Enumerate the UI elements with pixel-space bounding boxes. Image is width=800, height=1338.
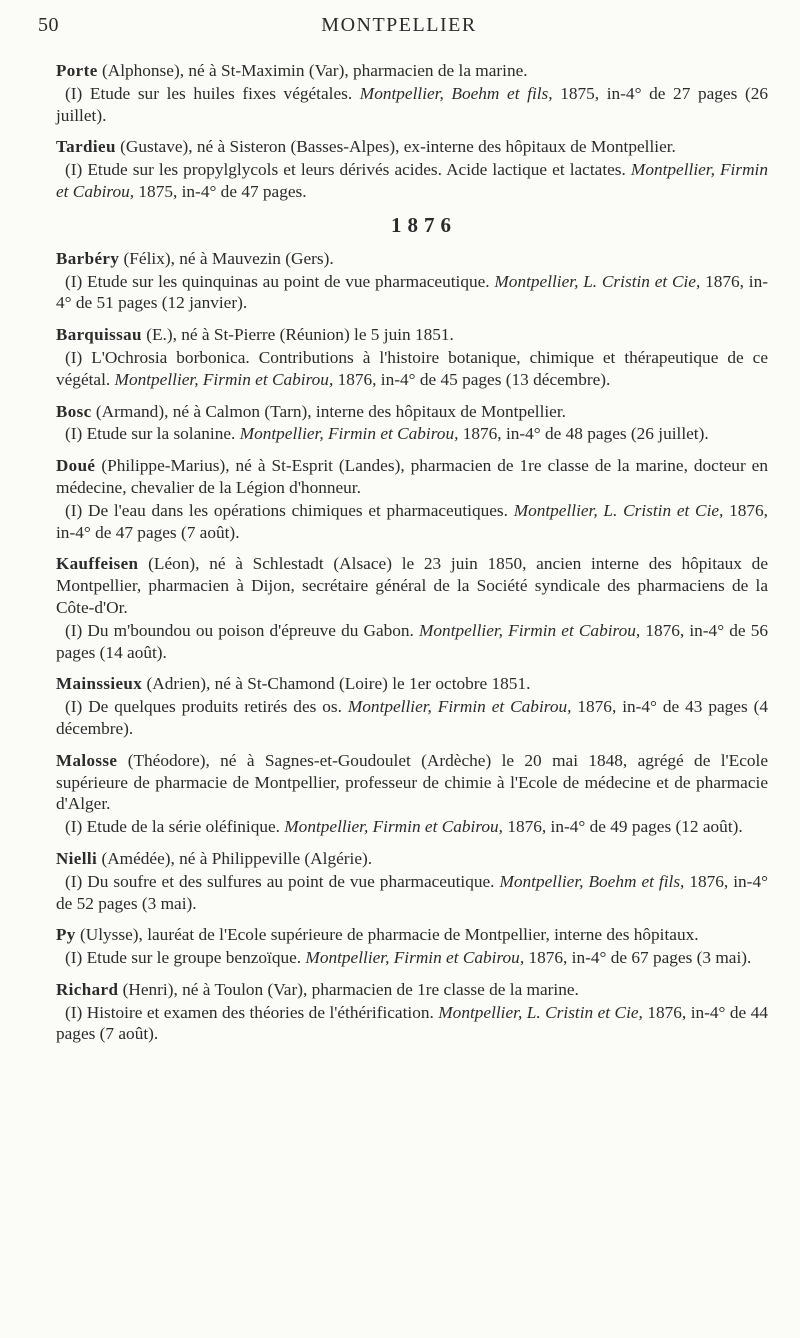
work-title: (I) Du soufre et des sulfures au point de vue pharmaceutique.: [65, 871, 500, 891]
author-name: Tardieu: [56, 137, 116, 157]
work-imprint: Montpellier, Firmin et Cabirou,: [305, 948, 525, 968]
work-imprint: Montpellier, L. Cristin et Cie,: [494, 271, 701, 291]
bibliography-entry: [56, 750, 768, 838]
bibliography-entry: [56, 401, 768, 446]
work-citation: [56, 347, 768, 391]
entry-spacer: [56, 391, 768, 401]
work-citation: [56, 871, 768, 915]
work-imprint: Montpellier, Firmin et Cabirou,: [239, 424, 459, 444]
author-details: (Amédée), né à Philippeville (Algérie).: [97, 848, 373, 868]
work-publication: 1876, in-4° de 51 pages (12 janvier).: [56, 271, 768, 313]
work-citation: [56, 83, 768, 127]
author-line: [56, 324, 768, 346]
author-line: [56, 673, 768, 695]
work-imprint: Montpellier, L. Cristin et Cie,: [438, 1002, 643, 1022]
author-details: (Adrien), né à St-Chamond (Loire) le 1er octobre 1851.: [142, 674, 531, 694]
entry-spacer: [56, 314, 768, 324]
author-details: (Armand), né à Calmon (Tarn), interne des hôpitaux de Montpellier.: [91, 401, 566, 421]
entries-1875: [56, 60, 768, 203]
bibliography-entry: [56, 60, 768, 126]
work-publication: 1875, in-4° de 47 pages.: [134, 181, 307, 201]
work-publication: 1876, in-4° de 45 pages (13 décembre).: [333, 369, 611, 389]
running-title: MONTPELLIER: [321, 14, 477, 36]
work-citation: [56, 696, 768, 740]
work-imprint: Montpellier, Boehm et fils,: [499, 871, 685, 891]
author-details: (Théodore), né à Sagnes-et-Goudoulet (Ardèche) le 20 mai 1848, agrégé de l'Ecole supérieure de pharmacie de Montpellier, professeur de chimie à l'Ecole de médecine et de pharmacie d'Alger.: [56, 750, 768, 814]
author-name: Porte: [56, 61, 98, 80]
author-name: Bosc: [56, 401, 92, 421]
author-line: [56, 848, 768, 870]
author-name: Barquissau: [56, 325, 142, 345]
author-name: Nielli: [56, 848, 98, 868]
author-details: (Philippe-Marius), né à St-Esprit (Landes), pharmacien de 1re classe de la marine, docteur en médecine, chevalier de la Légion d'honneur.: [56, 456, 768, 497]
author-name: Doué: [56, 456, 96, 476]
bibliography-entry: [56, 248, 768, 314]
bibliography-entry: [56, 673, 768, 739]
bibliography-entry: [56, 979, 768, 1045]
bibliography-entry: [56, 136, 768, 202]
running-header: [38, 8, 760, 48]
bibliography-entry: [56, 455, 768, 543]
work-publication: 1876, in-4° de 67 pages (3 mai).: [524, 948, 752, 968]
author-name: Malosse: [56, 750, 118, 770]
work-imprint: Montpellier, Firmin et Cabirou,: [284, 817, 504, 837]
bibliography-entry: [56, 553, 768, 663]
entry-spacer: [56, 740, 768, 750]
work-title: (I) Etude sur les propylglycols et leurs dérivés acides. Acide lactique et lactates.: [65, 160, 631, 180]
author-line: [56, 401, 768, 423]
author-details: (Félix), né à Mauvezin (Gers).: [119, 248, 334, 268]
work-citation: [56, 816, 768, 838]
work-title: (I) Du m'boundou ou poison d'épreuve du Gabon.: [65, 620, 420, 640]
work-publication: 1876, in-4° de 48 pages (26 juillet).: [458, 424, 709, 444]
author-line: [56, 553, 768, 618]
work-title: (I) Etude sur les huiles fixes végétales.: [65, 83, 360, 103]
page-number: 50: [38, 14, 59, 36]
work-title: (I) Etude sur le groupe benzoïque.: [65, 948, 306, 968]
work-citation: [56, 620, 768, 664]
entry-spacer: [56, 914, 768, 924]
work-title: (I) Etude sur les quinquinas au point de vue pharmaceutique.: [65, 271, 495, 291]
author-details: (Léon), né à Schlestadt (Alsace) le 23 juin 1850, ancien interne des hôpitaux de Montpellier, pharmacien à Dijon, secrétaire général de la Société syndicale des pharmaciens de la Côte-d'Or.: [56, 554, 768, 617]
author-name: Barbéry: [56, 248, 120, 268]
author-name: Kauffeisen: [56, 554, 139, 574]
work-publication: 1875, in-4° de 27 pages (26 juillet).: [56, 83, 768, 125]
author-line: [56, 924, 768, 946]
author-line: [56, 60, 768, 82]
author-line: [56, 455, 768, 499]
work-imprint: Montpellier, Firmin et Cabirou,: [114, 369, 334, 389]
author-details: (Alphonse), né à St-Maximin (Var), pharmacien de la marine.: [97, 61, 528, 80]
author-line: [56, 136, 768, 158]
work-citation: [56, 1002, 768, 1046]
author-line: [56, 979, 768, 1001]
work-title: (I) Etude de la série oléfinique.: [65, 817, 285, 837]
bibliography-entry: [56, 924, 768, 969]
work-imprint: Montpellier, Boehm et fils,: [359, 83, 553, 103]
work-imprint: Montpellier, Firmin et Cabirou,: [347, 697, 572, 717]
work-citation: [56, 271, 768, 315]
work-title: (I) Etude sur la solanine.: [65, 424, 240, 444]
work-imprint: Montpellier, Firmin et Cabirou,: [56, 160, 768, 201]
author-details: (E.), né à St-Pierre (Réunion) le 5 juin 1851.: [141, 325, 454, 345]
work-citation: [56, 947, 768, 969]
year-heading: 1876: [391, 212, 457, 237]
work-citation: [56, 423, 768, 445]
work-citation: [56, 500, 768, 544]
entry-spacer: [56, 126, 768, 136]
work-title: (I) De l'eau dans les opérations chimiques et pharmaceutiques.: [65, 500, 514, 520]
author-name: Mainssieux: [56, 674, 143, 694]
work-publication: 1876, in-4° de 49 pages (12 août).: [503, 817, 743, 837]
work-imprint: Montpellier, Firmin et Cabirou,: [419, 620, 641, 640]
work-title: (I) De quelques produits retirés des os.: [65, 697, 348, 717]
work-title: (I) Histoire et examen des théories de l'éthérification.: [65, 1002, 439, 1022]
entry-spacer: [56, 543, 768, 553]
work-publication: 1876, in-4° de 47 pages (7 août).: [56, 500, 768, 542]
work-imprint: Montpellier, L. Cristin et Cie,: [513, 500, 724, 520]
work-publication: 1876, in-4° de 52 pages (3 mai).: [56, 871, 768, 913]
entries-1876: [56, 248, 768, 1046]
work-publication: 1876, in-4° de 43 pages (4 décembre).: [56, 697, 768, 738]
bibliography-entry: [56, 324, 768, 390]
author-line: [56, 248, 768, 270]
entry-spacer: [56, 969, 768, 979]
bibliography-entry: [56, 848, 768, 914]
author-name: Py: [56, 925, 76, 945]
bibliography-list: [56, 60, 768, 1045]
work-publication: 1876, in-4° de 56 pages (14 août).: [56, 620, 768, 662]
author-details: (Gustave), né à Sisteron (Basses-Alpes), ex-interne des hôpitaux de Montpellier.: [115, 137, 676, 157]
entry-spacer: [56, 838, 768, 848]
entry-spacer: [56, 445, 768, 455]
author-line: [56, 750, 768, 815]
author-details: (Ulysse), lauréat de l'Ecole supérieure de pharmacie de Montpellier, interne des hôpitaux.: [75, 925, 699, 945]
entry-spacer: [56, 663, 768, 673]
work-publication: 1876, in-4° de 44 pages (7 août).: [56, 1002, 768, 1044]
author-details: (Henri), né à Toulon (Var), pharmacien de 1re classe de la marine.: [118, 979, 579, 999]
work-citation: [56, 159, 768, 203]
work-title: (I) L'Ochrosia borbonica. Contributions à l'histoire botanique, chimique et thérapeutique de ce végétal.: [56, 347, 768, 389]
author-name: Richard: [56, 979, 119, 999]
